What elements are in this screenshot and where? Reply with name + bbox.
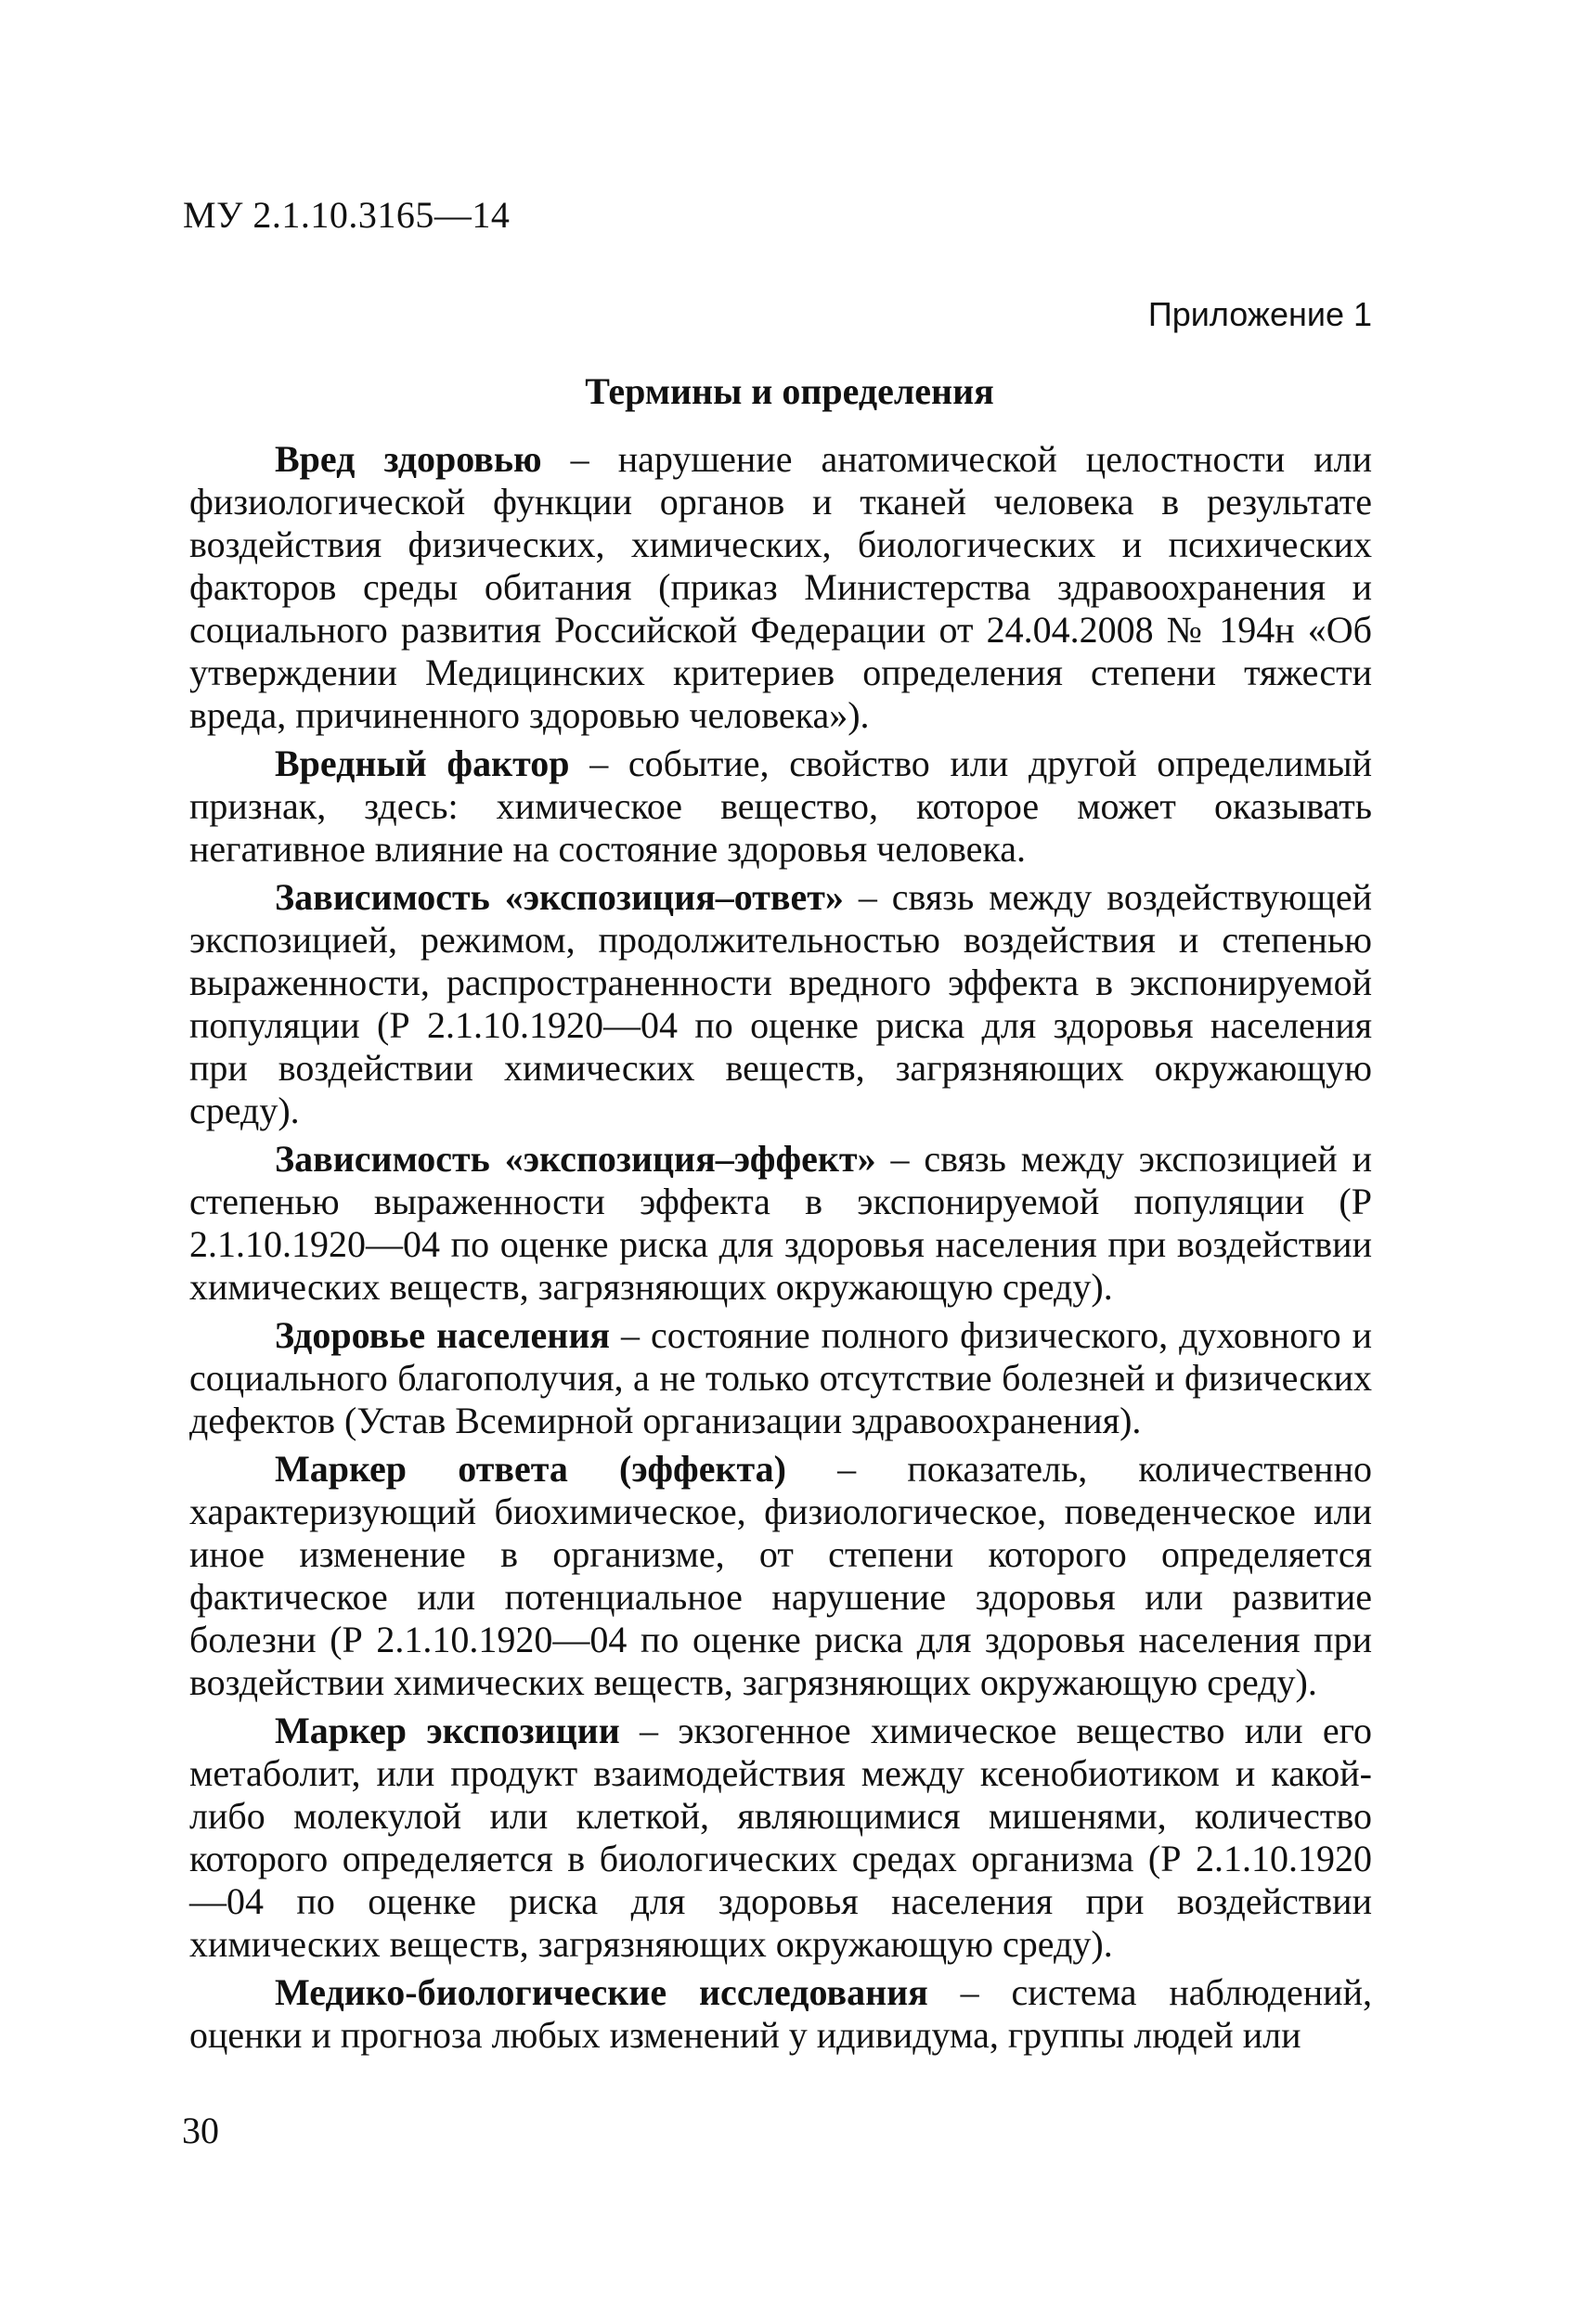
term-name: Маркер экспозиции (275, 1710, 620, 1751)
document-code: МУ 2.1.10.3165—14 (183, 194, 511, 236)
term-name: Вред здоровью (275, 438, 542, 480)
term-definition: – состояние полного физического, духовного и социального благополучия, а не только отсутствие болезней и физических дефектов (Устав Всемирной организации здравоохранения). (189, 1314, 1372, 1441)
page-title: Термины и определения (585, 370, 994, 412)
definition-entry (189, 1710, 1372, 1966)
term-definition: – событие, свойство или другой определимый признак, здесь: химическое вещество, которое может оказывать негативное влияние на состояние здоровья человека. (189, 742, 1372, 870)
term-definition: – система наблюдений, оценки и прогноза любых изменений у идивидума, группы людей или (189, 1971, 1372, 2056)
term-definition: – показатель, количественно характеризующий биохимическое, физиологическое, поведенческое или иное изменение в организме, от степени которого определяется фактическое или потенциальное нарушение здоровья или развитие болезни (Р 2.1.10.1920—04 по оценке риска для здоровья населения при воздействии химических веществ, загрязняющих окружающую среду). (189, 1448, 1372, 1703)
definition-entry (189, 1448, 1372, 1704)
definition-entry (189, 438, 1372, 737)
definition-entry (189, 1971, 1372, 2057)
term-definition: – связь между экспозицией и степенью выраженности эффекта в экспонируемой популяции (Р 2.1.10.1920—04 по оценке риска для здоровья населения при воздействии химических веществ, загрязняющих окружающую среду). (189, 1138, 1372, 1308)
definition-entry (189, 1138, 1372, 1309)
definition-entry (189, 1314, 1372, 1442)
term-name: Зависимость «экспозиция–эффект» (275, 1138, 876, 1180)
page-number: 30 (182, 2110, 219, 2151)
definitions-list (189, 438, 1372, 2057)
appendix-label: Приложение 1 (1147, 295, 1372, 333)
term-definition: – экзогенное химическое вещество или его метаболит, или продукт взаимодействия между ксенобиотиком и какой-либо молекулой или клеткой, являющимися мишенями, количество которого определяется в биологических средах организма (Р 2.1.10.1920—04 по оценке риска для здоровья населения при воздействии химических веществ, загрязняющих окружающую среду). (189, 1710, 1372, 1965)
term-name: Вредный фактор (275, 742, 570, 784)
definition-entry (189, 742, 1372, 871)
term-definition: – связь между воздействующей экспозицией, режимом, продолжительностью воздействия и степенью выраженности, распространенности вредного эффекта в экспонируемой популяции (Р 2.1.10.1920—04 по оценке риска для здоровья населения при воздействии химических веществ, загрязняющих окружающую среду). (189, 876, 1373, 1131)
term-name: Здоровье населения (275, 1314, 611, 1356)
term-name: Маркер ответа (эффекта) (275, 1448, 786, 1490)
definition-entry (189, 876, 1372, 1132)
term-name: Зависимость «экспозиция–ответ» (275, 876, 844, 918)
term-name: Медико-биологические исследования (275, 1971, 928, 2013)
term-definition: – нарушение анатомической целостности или физиологической функции органов и тканей человека в результате воздействия физических, химических, биологических и психических факторов среды обитания (приказ Министерства здравоохранения и социального развития Российской Федерации от 24.04.2008 № 194н «Об утверждении Медицинских критериев определения степени тяжести вреда, причиненного здоровью человека»). (189, 438, 1373, 736)
